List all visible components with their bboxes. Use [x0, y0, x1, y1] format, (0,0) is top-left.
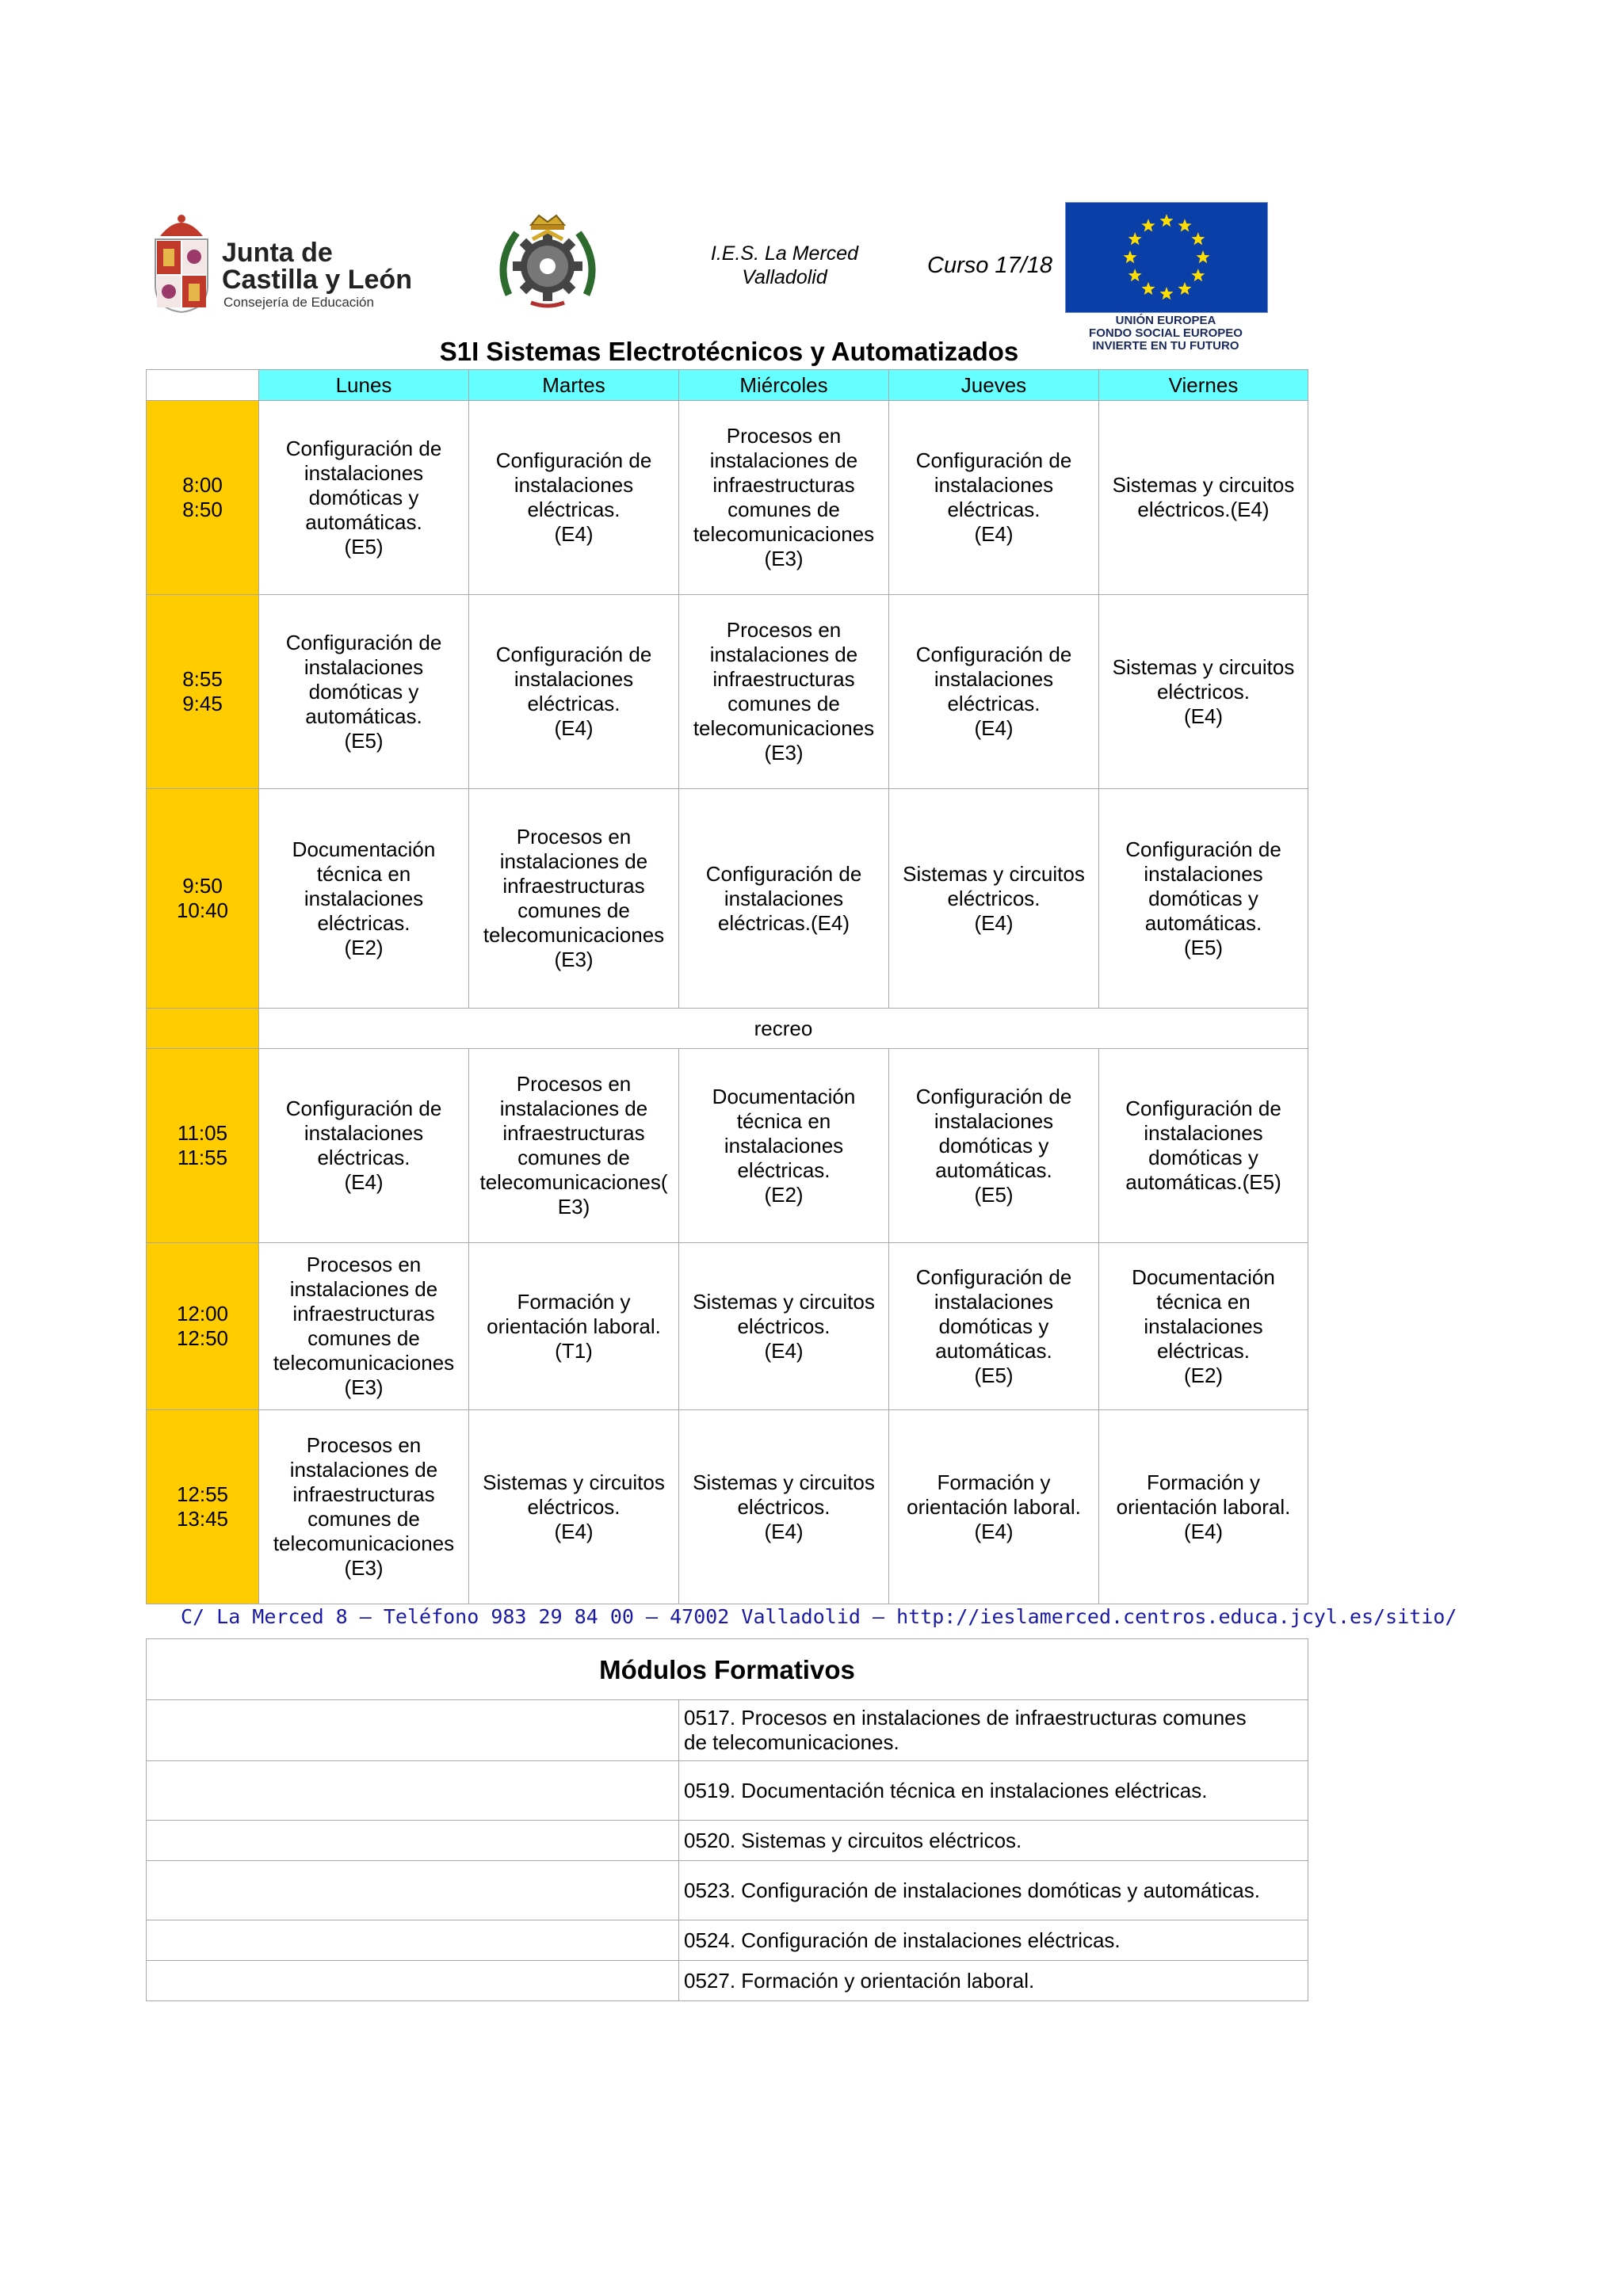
class-cell-line: (E3): [554, 948, 594, 971]
class-cell-line: Configuración de: [915, 643, 1072, 666]
module-name-line: 0517. Procesos en instalaciones de infraestructuras comunes: [684, 1706, 1247, 1730]
class-cell-line: eléctricas.: [317, 910, 411, 935]
class-cell-line: (E5): [344, 728, 384, 753]
class-cell-line: instalaciones de: [709, 643, 858, 666]
class-cell-line: automáticas.: [1144, 910, 1262, 935]
eu-star-icon: [1141, 219, 1155, 231]
class-cell-line: Sistemas y circuitos: [693, 1470, 875, 1494]
slot-start-time: 11:05: [177, 1121, 228, 1145]
time-slot-row: [147, 1410, 1308, 1604]
class-cell: [469, 401, 679, 595]
class-cell-line: técnica en: [1156, 1289, 1251, 1314]
eu-star-icon: [1178, 282, 1191, 295]
class-cell: [889, 1410, 1099, 1604]
slot-start-time: 12:00: [176, 1302, 229, 1325]
class-cell-line: eléctricos.: [1156, 679, 1251, 704]
class-cell-line: eléctricas.: [527, 498, 621, 521]
class-cell-line: (E4): [974, 522, 1014, 546]
recreo-label: recreo: [259, 1009, 1308, 1049]
class-cell-line: instalaciones: [1144, 861, 1263, 886]
day-header-martes: Martes: [469, 370, 679, 401]
slot-end-time: 9:45: [182, 692, 223, 715]
class-cell-line: Procesos en: [726, 618, 842, 642]
time-cell: [147, 401, 259, 595]
class-cell-line: Configuración de: [285, 1097, 442, 1120]
class-cell-line: eléctricas.: [947, 692, 1041, 715]
time-cell: [147, 595, 259, 789]
class-cell-line: (E2): [1183, 1363, 1224, 1387]
class-cell-line: (E5): [344, 534, 384, 559]
class-cell-line: E3): [557, 1195, 590, 1219]
day-header-viernes: Viernes: [1099, 370, 1308, 401]
day-header-lunes: Lunes: [259, 370, 469, 401]
time-slot-row: [147, 595, 1308, 789]
slot-end-time: 12:50: [176, 1326, 229, 1350]
class-cell-line: técnica en: [316, 861, 411, 886]
class-cell-line: telecomunicaciones: [273, 1351, 455, 1375]
class-cell-line: Configuración de: [495, 643, 652, 666]
class-cell-line: telecomunicaciones: [693, 522, 875, 546]
class-cell-line: Procesos en: [516, 825, 632, 849]
class-cell-line: (E4): [344, 1170, 384, 1194]
class-cell-line: (E4): [554, 1519, 594, 1543]
class-cell-line: instalaciones: [304, 1121, 424, 1145]
class-cell: [679, 595, 889, 789]
class-cell-line: (E3): [344, 1375, 384, 1399]
jcyl-logo-line1: Junta de: [222, 238, 333, 268]
class-cell-line: infraestructuras: [502, 1121, 645, 1145]
class-cell-line: eléctricos.: [527, 1494, 621, 1519]
class-cell-line: infraestructuras: [292, 1302, 435, 1325]
slot-start-time: 8:00: [182, 473, 223, 497]
class-cell-line: Sistemas y circuitos: [693, 1289, 875, 1314]
eu-star-icon: [1191, 232, 1205, 245]
eu-logo-line1: UNIÓN EUROPEA: [1115, 314, 1216, 327]
eu-star-icon: [1128, 269, 1142, 281]
class-cell-line: Procesos en: [306, 1433, 422, 1457]
class-cell-line: telecomunicaciones: [483, 923, 665, 947]
class-cell-line: domóticas y: [1148, 1146, 1258, 1169]
eu-flag-icon: [1065, 202, 1268, 313]
slot-start-time: 9:50: [182, 874, 223, 898]
slot-end-time: 13:45: [176, 1507, 229, 1531]
class-cell-line: instalaciones: [934, 667, 1054, 691]
class-cell-line: Configuración de: [915, 1084, 1072, 1108]
class-cell: [889, 595, 1099, 789]
time-slot-row: [147, 789, 1308, 1009]
class-cell-line: Configuración de: [915, 448, 1072, 472]
module-name-cell: [679, 1861, 1308, 1920]
module-name-line: de telecomunicaciones.: [684, 1730, 899, 1754]
class-cell-line: eléctricos.: [737, 1494, 831, 1519]
class-cell-line: telecomunicaciones: [273, 1531, 455, 1555]
class-cell-line: telecomunicaciones: [693, 716, 875, 740]
class-cell: [679, 1243, 889, 1410]
class-cell: [889, 401, 1099, 595]
class-cell-line: Formación y: [1146, 1470, 1261, 1494]
class-cell: [259, 789, 469, 1009]
class-cell: [259, 1410, 469, 1604]
module-row: [147, 1700, 1308, 1761]
class-cell-line: (E4): [1183, 704, 1224, 728]
class-cell-line: domóticas y: [308, 485, 419, 509]
class-cell: [1099, 1410, 1308, 1604]
class-cell-line: instalaciones de: [289, 1458, 438, 1482]
class-cell-line: domóticas y: [1148, 886, 1258, 910]
timetable: [146, 369, 1308, 1604]
class-cell-line: instalaciones: [1144, 1314, 1263, 1338]
eu-logo-line3: INVIERTE EN TU FUTURO: [1092, 339, 1239, 353]
module-blank-cell: [147, 1920, 679, 1961]
class-cell-line: instalaciones de: [499, 1097, 648, 1120]
jcyl-logo-line2: Castilla y León: [222, 265, 412, 295]
eu-star-icon: [1196, 250, 1209, 263]
time-slot-row: [147, 1049, 1308, 1243]
class-cell: [259, 401, 469, 595]
school-city: Valladolid: [742, 266, 827, 288]
class-cell-line: (E4): [554, 716, 594, 740]
time-cell: [147, 1243, 259, 1410]
day-header-jueves: Jueves: [889, 370, 1099, 401]
jcyl-logo-line3: Consejería de Educación: [223, 295, 374, 310]
class-cell-line: instalaciones: [934, 473, 1054, 497]
class-cell: [1099, 1243, 1308, 1410]
class-cell-line: instalaciones: [304, 886, 424, 910]
class-cell-line: eléctricos.(E4): [1137, 498, 1270, 521]
class-cell: [259, 1049, 469, 1243]
module-name-cell: [679, 1700, 1308, 1761]
class-cell-line: eléctricas.: [317, 1146, 411, 1169]
class-cell-line: comunes de: [517, 898, 630, 922]
eu-star-icon: [1159, 214, 1173, 227]
school-gear-emblem-icon: [491, 208, 604, 311]
class-cell: [1099, 595, 1308, 789]
class-cell-line: Documentación: [1132, 1264, 1275, 1289]
class-cell-line: (T1): [555, 1338, 593, 1363]
class-cell-line: Sistemas y circuitos: [903, 861, 1085, 886]
class-cell-line: orientación laboral.: [487, 1314, 661, 1338]
eu-logo-line2: FONDO SOCIAL EUROPEO: [1089, 326, 1243, 340]
class-cell-line: comunes de: [307, 1326, 420, 1350]
school-address-footer: C/ La Merced 8 – Teléfono 983 29 84 00 – 47002 Valladolid – http://ieslamerced.centros.educa.jcyl.es/sitio/: [181, 1605, 1457, 1628]
class-cell-line: Configuración de: [495, 448, 652, 472]
corner-cell: [147, 370, 259, 401]
class-cell-line: automáticas.: [305, 509, 422, 534]
class-cell: [1099, 789, 1308, 1009]
class-cell-line: (E4): [554, 522, 594, 546]
class-cell-line: (E3): [764, 547, 804, 570]
class-cell-line: comunes de: [517, 1146, 630, 1169]
eu-star-icon: [1159, 287, 1173, 299]
class-cell-line: (E4): [1183, 1519, 1224, 1543]
school-name: I.E.S. La Merced: [710, 242, 859, 265]
class-cell-line: (E5): [1183, 935, 1224, 959]
class-cell-line: infraestructuras: [502, 874, 645, 898]
class-cell-line: eléctricas.: [947, 498, 1041, 521]
class-cell: [469, 1243, 679, 1410]
module-row: [147, 1920, 1308, 1961]
class-cell-line: instalaciones: [304, 460, 424, 485]
module-name-cell: [679, 1961, 1308, 2001]
class-cell-line: domóticas y: [938, 1314, 1049, 1338]
class-cell-line: (E2): [764, 1182, 804, 1207]
module-blank-cell: [147, 1761, 679, 1821]
class-cell-line: (E5): [974, 1363, 1014, 1387]
class-cell-line: infraestructuras: [292, 1482, 435, 1506]
recreo-row: [147, 1009, 1308, 1049]
class-cell: [889, 1243, 1099, 1410]
class-cell: [469, 1410, 679, 1604]
eu-star-icon: [1191, 269, 1205, 281]
module-name-line: 0524. Configuración de instalaciones eléctricas.: [684, 1928, 1121, 1952]
class-cell-line: (E5): [974, 1182, 1014, 1207]
class-cell-line: Sistemas y circuitos: [483, 1470, 665, 1494]
class-cell-line: orientación laboral.: [907, 1494, 1081, 1519]
class-cell-line: automáticas.: [935, 1338, 1052, 1363]
class-cell-line: Sistemas y circuitos: [1112, 654, 1295, 679]
page-title: S1I Sistemas Electrotécnicos y Automatizados: [439, 337, 1019, 366]
class-cell-line: orientación laboral.: [1116, 1494, 1291, 1519]
modules-table: [146, 1638, 1308, 2001]
time-slot-row: [147, 401, 1308, 595]
module-blank-cell: [147, 1861, 679, 1920]
class-cell-line: Documentación: [712, 1084, 856, 1108]
module-blank-cell: [147, 1700, 679, 1761]
class-cell-line: domóticas y: [938, 1133, 1049, 1158]
class-cell-line: instalaciones de: [289, 1277, 438, 1301]
class-cell: [259, 1243, 469, 1410]
module-blank-cell: [147, 1821, 679, 1861]
time-slot-row: [147, 1243, 1308, 1410]
class-cell-line: instalaciones: [724, 1133, 844, 1158]
class-cell-line: Configuración de: [1125, 1097, 1281, 1120]
class-cell-line: (E4): [764, 1338, 804, 1363]
class-cell-line: eléctricos.: [737, 1314, 831, 1338]
timetable-grid: [146, 369, 1308, 1604]
module-blank-cell: [147, 1961, 679, 2001]
modules-title: Módulos Formativos: [147, 1639, 1308, 1700]
class-cell-line: instalaciones de: [499, 849, 648, 873]
module-row: [147, 1961, 1308, 2001]
recreo-time-cell: [147, 1009, 259, 1049]
class-cell-line: Formación y: [517, 1289, 631, 1314]
class-cell-line: Formación y: [937, 1470, 1051, 1494]
module-name-cell: [679, 1761, 1308, 1821]
class-cell-line: Configuración de: [285, 630, 442, 654]
class-cell-line: Sistemas y circuitos: [1112, 473, 1295, 497]
class-cell-line: (E4): [764, 1519, 804, 1543]
class-cell-line: domóticas y: [308, 679, 419, 704]
class-cell-line: Procesos en: [516, 1072, 632, 1096]
class-cell-line: instalaciones: [724, 886, 844, 910]
class-cell-line: automáticas.: [305, 704, 422, 728]
class-cell: [469, 1049, 679, 1243]
slot-start-time: 12:55: [176, 1482, 229, 1506]
slot-end-time: 11:55: [177, 1146, 228, 1169]
class-cell: [679, 1410, 889, 1604]
class-cell-line: Documentación: [292, 837, 436, 861]
class-cell-line: instalaciones: [1144, 1121, 1263, 1145]
time-cell: [147, 1049, 259, 1243]
module-row: [147, 1761, 1308, 1821]
eu-star-icon: [1128, 232, 1142, 245]
class-cell-line: comunes de: [727, 692, 840, 715]
class-cell-line: (E2): [344, 935, 384, 959]
eu-star-icon: [1178, 219, 1191, 231]
class-cell-line: telecomunicaciones(: [479, 1170, 668, 1194]
class-cell-line: (E3): [764, 741, 804, 765]
eu-logo: [1064, 202, 1268, 353]
class-cell-line: infraestructuras: [712, 473, 855, 497]
class-cell-line: comunes de: [307, 1507, 420, 1531]
eu-star-icon: [1141, 282, 1155, 295]
class-cell-line: instalaciones: [514, 667, 634, 691]
class-cell-line: Configuración de: [285, 436, 442, 460]
class-cell-line: eléctricos.: [947, 886, 1041, 910]
class-cell: [889, 1049, 1099, 1243]
module-name-cell: [679, 1821, 1308, 1861]
class-cell-line: eléctricas.: [737, 1158, 831, 1182]
class-cell-line: (E4): [974, 910, 1014, 935]
castilla-leon-shield-icon: [151, 212, 212, 314]
modules-section: [146, 1638, 1308, 2001]
class-cell: [469, 789, 679, 1009]
class-cell-line: eléctricas.: [1156, 1338, 1251, 1363]
academic-year: Curso 17/18: [927, 253, 1052, 278]
class-cell-line: (E3): [344, 1556, 384, 1580]
module-row: [147, 1861, 1308, 1920]
class-cell: [889, 789, 1099, 1009]
class-cell: [469, 595, 679, 789]
class-cell-line: automáticas.: [935, 1158, 1052, 1182]
class-cell-line: instalaciones de: [709, 448, 858, 472]
class-cell: [259, 595, 469, 789]
class-cell: [679, 789, 889, 1009]
class-cell-line: automáticas.(E5): [1125, 1170, 1281, 1194]
class-cell-line: comunes de: [727, 498, 840, 521]
class-cell-line: Configuración de: [915, 1264, 1072, 1289]
class-cell-line: (E4): [974, 1519, 1014, 1543]
class-cell-line: instalaciones: [304, 654, 424, 679]
class-cell: [1099, 401, 1308, 595]
time-cell: [147, 789, 259, 1009]
class-cell-line: Configuración de: [705, 861, 862, 886]
eu-star-icon: [1123, 250, 1136, 263]
class-cell-line: instalaciones: [934, 1108, 1054, 1133]
module-row: [147, 1821, 1308, 1861]
class-cell-line: Procesos en: [306, 1253, 422, 1276]
class-cell-line: técnica en: [736, 1108, 831, 1133]
slot-end-time: 8:50: [182, 498, 223, 521]
class-cell-line: instalaciones: [934, 1289, 1054, 1314]
module-name-line: 0527. Formación y orientación laboral.: [684, 1968, 1035, 1993]
class-cell: [1099, 1049, 1308, 1243]
module-name-cell: [679, 1920, 1308, 1961]
class-cell-line: eléctricas.(E4): [717, 910, 850, 935]
class-cell-line: instalaciones: [514, 473, 634, 497]
jcyl-logo: [151, 212, 428, 314]
module-name-line: 0523. Configuración de instalaciones domóticas y automáticas.: [684, 1878, 1260, 1902]
time-cell: [147, 1410, 259, 1604]
slot-start-time: 8:55: [182, 667, 223, 691]
class-cell-line: Procesos en: [726, 424, 842, 448]
day-header-miercoles: Miércoles: [679, 370, 889, 401]
class-cell-line: infraestructuras: [712, 667, 855, 691]
class-cell-line: (E4): [974, 716, 1014, 740]
class-cell-line: Configuración de: [1125, 837, 1281, 861]
class-cell: [679, 1049, 889, 1243]
module-name-line: 0519. Documentación técnica en instalaciones eléctricas.: [684, 1778, 1208, 1802]
module-name-line: 0520. Sistemas y circuitos eléctricos.: [684, 1828, 1022, 1852]
slot-end-time: 10:40: [176, 898, 229, 922]
class-cell-line: eléctricas.: [527, 692, 621, 715]
class-cell: [679, 401, 889, 595]
